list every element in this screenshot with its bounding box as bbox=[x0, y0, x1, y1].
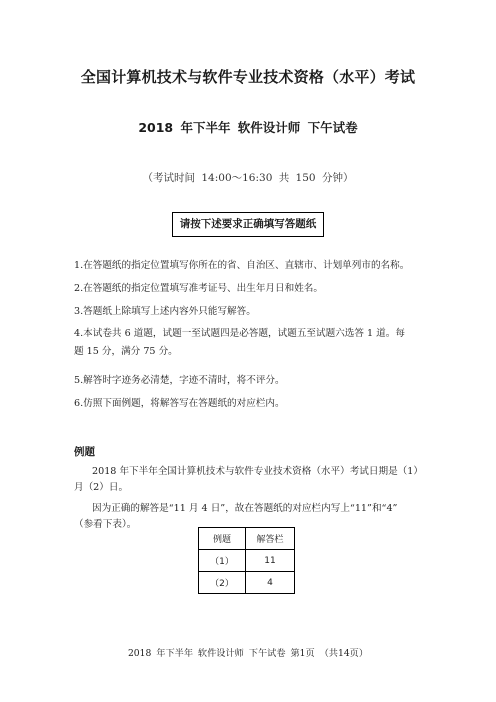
exam-title: 全国计算机技术与软件专业技术资格（水平）考试 bbox=[80, 68, 416, 86]
table-row bbox=[199, 550, 295, 572]
table-cell-question: （1） bbox=[199, 550, 246, 572]
example-paragraph-1-line2: 月（2）日。 bbox=[74, 482, 129, 493]
instruction-item-5: 5.解答时字迹务必清楚，字迹不清时，将不评分。 bbox=[74, 375, 285, 386]
table-cell-question: （2） bbox=[199, 572, 246, 594]
instruction-item-6: 6.仿照下面例题，将解答写在答题纸的对应栏内。 bbox=[74, 398, 285, 409]
example-heading: 例题 bbox=[74, 446, 95, 458]
instruction-item-3: 3.答题纸上除填写上述内容外只能写解答。 bbox=[74, 306, 256, 317]
table-cell-answer: 11 bbox=[246, 550, 295, 572]
table-header-answer: 解答栏 bbox=[246, 528, 295, 550]
instruction-item-4-line1: 4.本试卷共 6 道题，试题一至试题四是必答题，试题五至试题六选答 1 道。每 bbox=[74, 328, 405, 339]
exam-subtitle: 2018 年下半年 软件设计师 下午试卷 bbox=[138, 120, 358, 135]
example-paragraph-1-line1: 2018 年下半年全国计算机技术与软件专业技术资格（水平）考试日期是（1） bbox=[92, 466, 423, 477]
example-paragraph-1 bbox=[74, 464, 424, 496]
table-row bbox=[199, 572, 295, 594]
page-footer: 2018 年下半年 软件设计师 下午试卷 第1页 （共14页） bbox=[127, 648, 369, 659]
instruction-item-2: 2.在答题纸的指定位置填写准考证号、出生年月日和姓名。 bbox=[74, 283, 323, 294]
example-paragraph-2-line2: （参看下表）。 bbox=[74, 519, 137, 530]
instruction-item-4 bbox=[74, 327, 434, 359]
table-cell-answer: 4 bbox=[246, 572, 295, 594]
table-header-question: 例题 bbox=[199, 528, 246, 550]
example-answer-table bbox=[198, 527, 295, 594]
instruction-item-1: 1.在答题纸的指定位置填写你所在的省、自治区、直辖市、计划单列市的名称。 bbox=[74, 260, 410, 271]
table-header-row bbox=[199, 528, 295, 550]
example-paragraph-2-line1: 因为正确的解答是“11 月 4 日”，故在答题纸的对应栏内写上“11”和“4” bbox=[92, 503, 398, 514]
instructions-box-label: 请按下述要求正确填写答题纸 bbox=[172, 212, 324, 237]
exam-duration: （考试时间 14:00～16:30 共 150 分钟） bbox=[142, 172, 354, 184]
instruction-item-4-line2: 题 15 分，满分 75 分。 bbox=[74, 346, 178, 357]
